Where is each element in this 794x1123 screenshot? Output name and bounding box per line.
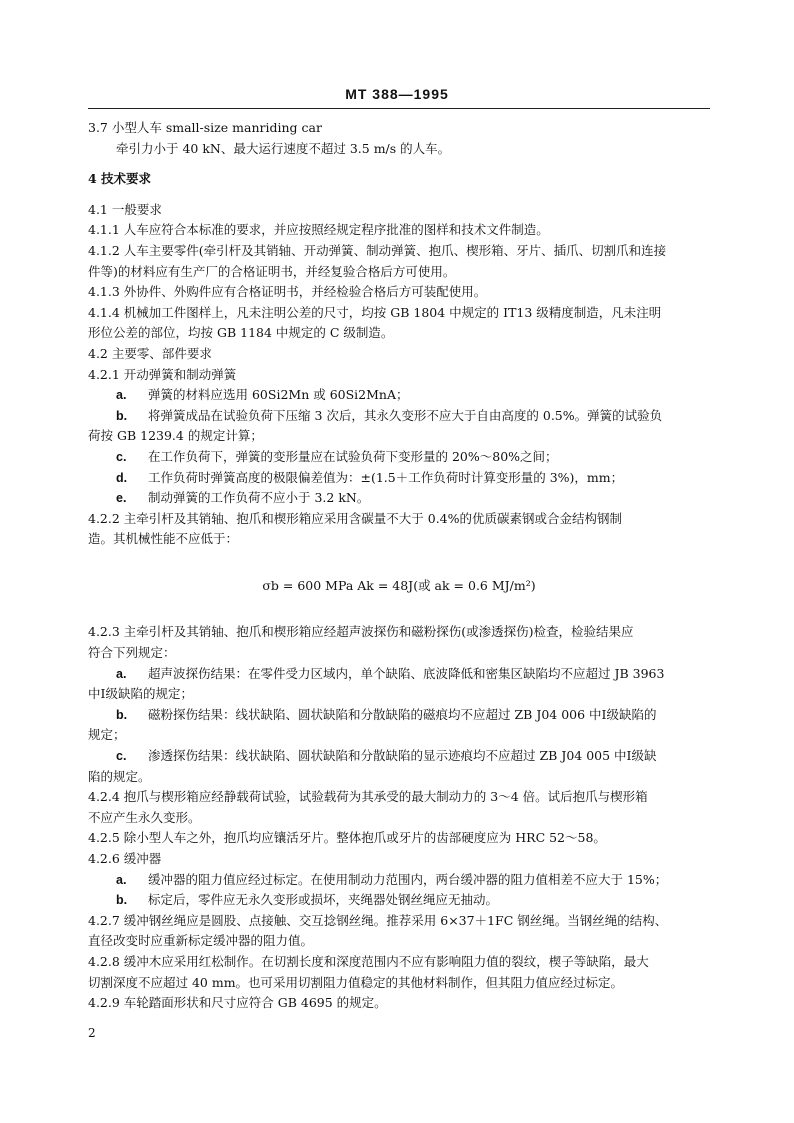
text-line: [88, 725, 710, 746]
line-text: 4.2.5 除小型人车之外，抱爪均应镶活牙片。整体抱爪或牙片的齿部硬度应为 HRC 52～58。: [88, 830, 606, 846]
line-text: 3.7 小型人车 small-size manriding car: [88, 120, 322, 135]
text-line: [88, 849, 710, 870]
item-label: d.: [116, 470, 128, 485]
text-line: [88, 808, 710, 829]
text-line: [88, 323, 710, 344]
spacer: [88, 190, 710, 200]
text-line: [88, 468, 710, 489]
line-text: 4.2.4 抱爪与楔形箱应经静载荷试验，试验载荷为其承受的最大制动力的 3～4 倍。试后抱爪与楔形箱: [88, 789, 648, 805]
line-text: 弹簧的材料应选用 60Si2Mn 或 60Si2MnA；: [148, 387, 409, 403]
text-line: [88, 787, 710, 808]
line-text: 4.2.1 开动弹簧和制动弹簧: [88, 366, 237, 382]
formula-line: [88, 550, 710, 623]
line-text: 磁粉探伤结果：线状缺陷、圆状缺陷和分散缺陷的磁痕均不应超过 ZB J04 006 中Ⅰ级缺陷的: [148, 706, 657, 722]
text-line: [88, 488, 710, 509]
text-line: [88, 169, 710, 190]
line-text: 造。其机械性能不应低于：: [88, 531, 239, 547]
line-text: 4.1.3 外协件、外购件应有合格证明书，并经检验合格后方可装配使用。: [88, 284, 487, 300]
text-line: [88, 241, 710, 262]
item-label: a.: [116, 666, 127, 681]
text-line: [88, 890, 710, 911]
line-text: 4.1 一般要求: [88, 201, 162, 217]
text-line: [88, 220, 710, 241]
text-line: [88, 664, 710, 685]
line-text: 在工作负荷下，弹簧的变形量应在试验负荷下变形量的 20%～80%之间；: [148, 448, 558, 464]
text-line: [88, 262, 710, 283]
text-line: [88, 952, 710, 973]
line-text: 将弹簧成品在试验负荷下压缩 3 次后，其永久变形不应大于自由高度的 0.5%。弹簧的试验负: [148, 407, 663, 423]
standard-header: MT 388—1995: [345, 86, 449, 102]
line-text: 荷按 GB 1239.4 的规定计算；: [88, 428, 263, 444]
line-text: 4.2.7 缓冲钢丝绳应是圆股、点接触、交互捻钢丝绳。推荐采用 6×37＋1FC 钢丝绳。当钢丝绳的结构、: [88, 912, 668, 928]
line-text: 4.1.4 机械加工件图样上，凡未注明公差的尺寸，均按 GB 1804 中规定的 IT13 级精度制造，凡未注明: [88, 304, 662, 320]
line-text: 切割深度不应超过 40 mm。也可采用切割阻力值稳定的其他材料制作，但其阻力值应经过标定。: [88, 974, 624, 990]
line-text: 超声波探伤结果：在零件受力区域内，单个缺陷、底波降低和密集区缺陷均不应超过 JB 3963: [148, 665, 665, 681]
item-label: b.: [116, 893, 128, 908]
line-text: 符合下列规定：: [88, 645, 176, 661]
line-text: 件等)的材料应有生产厂的合格证明书，并经复验合格后方可使用。: [88, 263, 456, 279]
text-line: [88, 529, 710, 550]
text-line: [88, 746, 710, 767]
document-body: [88, 118, 710, 1014]
item-label: c.: [116, 449, 127, 464]
text-line: [88, 828, 710, 849]
text-line: [88, 303, 710, 324]
text-line: [88, 426, 710, 447]
item-label: a.: [116, 872, 127, 887]
line-text: 工作负荷时弹簧高度的极限偏差值为：±(1.5＋工作负荷时计算变形量的 3%)，mm；: [148, 469, 624, 485]
text-line: [88, 911, 710, 932]
line-text: 牵引力小于 40 kN、最大运行速度不超过 3.5 m/s 的人车。: [116, 140, 451, 156]
text-line: [88, 643, 710, 664]
item-label: a.: [116, 388, 127, 403]
text-line: [88, 993, 710, 1014]
line-text: 陷的规定。: [88, 768, 151, 784]
text-line: [88, 622, 710, 643]
line-text: 4.2 主要零、部件要求: [88, 345, 212, 361]
line-text: 形位公差的部位，均按 GB 1184 中规定的 C 级制造。: [88, 325, 394, 341]
line-text: 标定后，零件应无永久变形或损坏，夹绳器处钢丝绳应无抽动。: [148, 892, 499, 908]
page-number: 2: [88, 1026, 96, 1040]
item-label: c.: [116, 749, 127, 764]
item-label: b.: [116, 707, 128, 722]
text-line: [88, 406, 710, 427]
text-line: [88, 931, 710, 952]
item-label: e.: [116, 491, 127, 506]
line-text: 制动弹簧的工作负荷不应小于 3.2 kN。: [148, 490, 370, 506]
text-line: [88, 767, 710, 788]
text-line: [88, 365, 710, 386]
text-line: [88, 200, 710, 221]
text-line: [88, 509, 710, 530]
text-line: [88, 344, 710, 365]
line-text: σb = 600 MPa Ak = 48J(或 ak = 0.6 MJ/m²): [262, 577, 536, 593]
line-text: 4.1.2 人车主要零件(牵引杆及其销轴、开动弹簧、制动弹簧、抱爪、楔形箱、牙片、插爪、切割爪和连接: [88, 242, 667, 258]
line-text: 4 技术要求: [88, 171, 152, 187]
text-line: [88, 973, 710, 994]
line-text: 4.2.6 缓冲器: [88, 851, 162, 866]
text-line: [88, 118, 710, 139]
spacer: [88, 159, 710, 169]
line-text: 直径改变时应重新标定缓冲器的阻力值。: [88, 933, 314, 949]
text-line: [88, 705, 710, 726]
line-text: 缓冲器的阻力值应经过标定。在使用制动力范围内，两台缓冲器的阻力值相差不应大于 15%；: [148, 871, 668, 887]
text-line: [88, 684, 710, 705]
line-text: 中Ⅰ级缺陷的规定；: [88, 686, 193, 702]
text-line: [88, 447, 710, 468]
text-line: [88, 385, 710, 406]
text-line: [88, 282, 710, 303]
header-rule: [88, 108, 710, 109]
text-line: [88, 870, 710, 891]
line-text: 4.2.3 主牵引杆及其销轴、抱爪和楔形箱应经超声波探伤和磁粉探伤(或渗透探伤)检查，检验结果应: [88, 624, 634, 640]
line-text: 4.1.1 人车应符合本标准的要求，并应按照经规定程序批准的图样和技术文件制造。: [88, 222, 549, 238]
line-text: 4.2.8 缓冲木应采用红松制作。在切割长度和深度范围内不应有影响阻力值的裂纹，楔子等缺陷，最大: [88, 953, 649, 969]
line-text: 不应产生永久变形。: [88, 809, 201, 825]
line-text: 规定；: [88, 727, 126, 743]
line-text: 4.2.9 车轮踏面形状和尺寸应符合 GB 4695 的规定。: [88, 995, 387, 1011]
line-text: 4.2.2 主牵引杆及其销轴、抱爪和楔形箱应采用含碳量不大于 0.4%的优质碳素钢或合金结构钢制: [88, 510, 623, 526]
line-text: 渗透探伤结果：线状缺陷、圆状缺陷和分散缺陷的显示迹痕均不应超过 ZB J04 005 中Ⅰ级缺: [148, 748, 657, 764]
item-label: b.: [116, 408, 128, 423]
text-line: [88, 139, 710, 160]
